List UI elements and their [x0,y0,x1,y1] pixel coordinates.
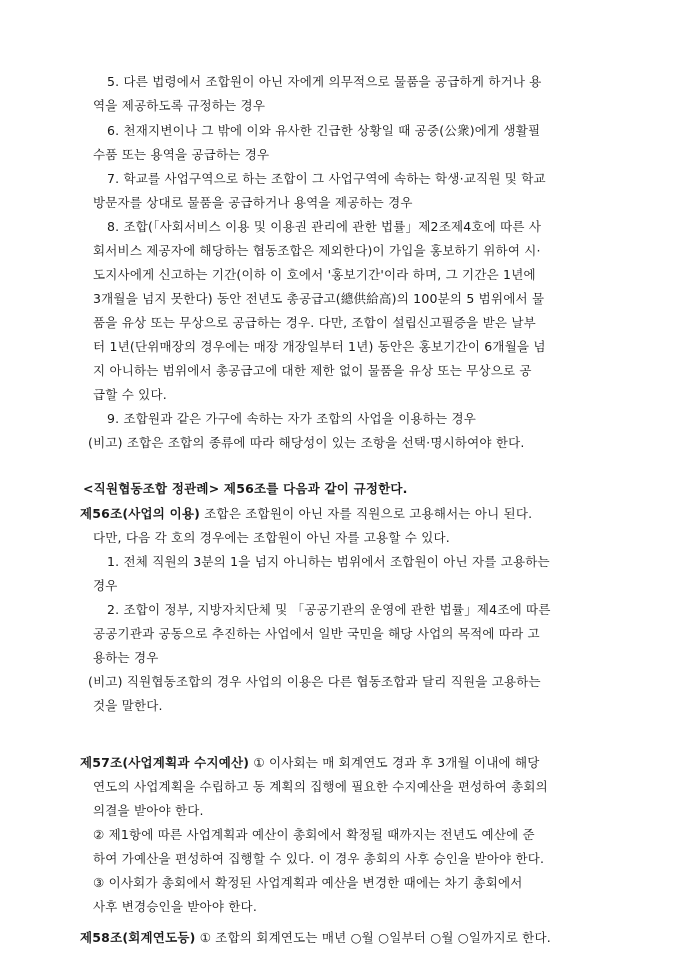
item6-line2: 수품 또는 용역을 공급하는 경우 [93,147,270,162]
item8-line4: 3개월을 넘지 못한다) 동안 전년도 총공급고(總供給高)의 100분의 5 범위에서 물 [93,291,545,306]
item8-line5: 품을 유상 또는 무상으로 공급하는 경우. 다만, 조합이 설립신고필증을 받은 날부 [93,315,536,330]
art56-line2: 다만, 다음 각 호의 경우에는 조합원이 아닌 자를 고용할 수 있다. [93,530,450,545]
item7-line1: 7. 학교를 사업구역으로 하는 조합이 그 사업구역에 속하는 학생·교직원 및 학교 [107,171,546,186]
item8-line6: 터 1년(단위매장의 경우에는 매장 개장일부터 1년) 동안은 홍보기간이 6개월을 넘 [93,339,546,354]
art57-line1 [80,755,540,771]
art57-line2: 연도의 사업계획을 수립하고 동 계획의 집행에 필요한 수지예산을 편성하여 총회의 [93,779,548,794]
art56-note-line1: (비고) 직원협동조합의 경우 사업의 이용은 다른 협동조합과 달리 직원을 고용하는 [88,674,541,689]
art57-p2-line2: 하여 가예산을 편성하여 집행할 수 있다. 이 경우 총회의 사후 승인을 받아야 한다. [93,851,545,866]
art56-item1-line2: 경우 [93,578,118,593]
art56-item1-line1: 1. 전체 직원의 3분의 1을 넘지 아니하는 범위에서 조합원이 아닌 자를 고용하는 [107,554,550,569]
art56-item2-line2: 공공기관과 공동으로 추진하는 사업에서 일반 국민을 해당 사업의 목적에 따라 고 [93,626,540,641]
art57-p3-line1: ③ 이사회가 총회에서 확정된 사업계획과 예산을 변경한 때에는 차기 총회에서 [93,875,523,890]
block1-note: (비고) 조합은 조합의 종류에 따라 해당성이 있는 조항을 선택·명시하여야 한다. [88,435,525,450]
item9: 9. 조합원과 같은 가구에 속하는 자가 조합의 사업을 이용하는 경우 [107,411,477,426]
art56-note-line2: 것을 말한다. [93,698,163,713]
art58-title: 제58조(회계연도등) [80,930,196,945]
section-header: <직원협동조합 정관례> 제56조를 다음과 같이 규정한다. [83,481,408,496]
art56-item2-line3: 용하는 경우 [93,650,159,665]
item5-line2: 역을 제공하도록 규정하는 경우 [93,98,266,113]
item8-line3: 도지사에게 신고하는 기간(이하 이 호에서 '홍보기간'이라 하며, 그 기간은 1년에 [93,267,536,282]
art58-line1-text: ① 조합의 회계연도는 매년 ○월 ○일부터 ○월 ○일까지로 한다. [195,930,551,945]
art57-p3-line2: 사후 변경승인을 받아야 한다. [93,899,257,914]
item8-line2: 회서비스 제공자에 해당하는 협동조합은 제외한다)이 가입을 홍보하기 위하여 시· [93,243,541,258]
item8-line1: 8. 조합(「사회서비스 이용 및 이용권 관리에 관한 법률」제2조제4호에 따른 사 [107,219,542,234]
art58-line1 [80,930,551,946]
art56-title: 제56조(사업의 이용) [80,506,201,521]
art57-line1-text: ① 이사회는 매 회계연도 경과 후 3개월 이내에 해당 [249,755,540,770]
art56-line1 [80,506,532,522]
art56-line1-text: 조합은 조합원이 아닌 자를 직원으로 고용해서는 아니 된다. [200,506,533,521]
item8-line7: 지 아니하는 범위에서 총공급고에 대한 제한 없이 물품을 유상 또는 무상으로 공 [93,363,532,378]
item7-line2: 방문자를 상대로 물품을 공급하거나 용역을 제공하는 경우 [93,195,413,210]
item6-line1: 6. 천재지변이나 그 밖에 이와 유사한 긴급한 상황일 때 공중(公衆)에게 생활필 [107,123,541,138]
art57-title: 제57조(사업계획과 수지예산) [80,755,250,770]
art57-p2-line1: ② 제1항에 따른 사업계획과 예산이 총회에서 확정될 때까지는 전년도 예산에 준 [93,827,535,842]
art57-line3: 의결을 받아야 한다. [93,803,204,818]
art56-item2-line1: 2. 조합이 정부, 지방자치단체 및 「공공기관의 운영에 관한 법률」제4조에 따른 [107,602,551,617]
item5-line1: 5. 다른 법령에서 조합원이 아닌 자에게 의무적으로 물품을 공급하게 하거나 용 [107,74,542,89]
item8-line8: 급할 수 있다. [93,387,167,402]
